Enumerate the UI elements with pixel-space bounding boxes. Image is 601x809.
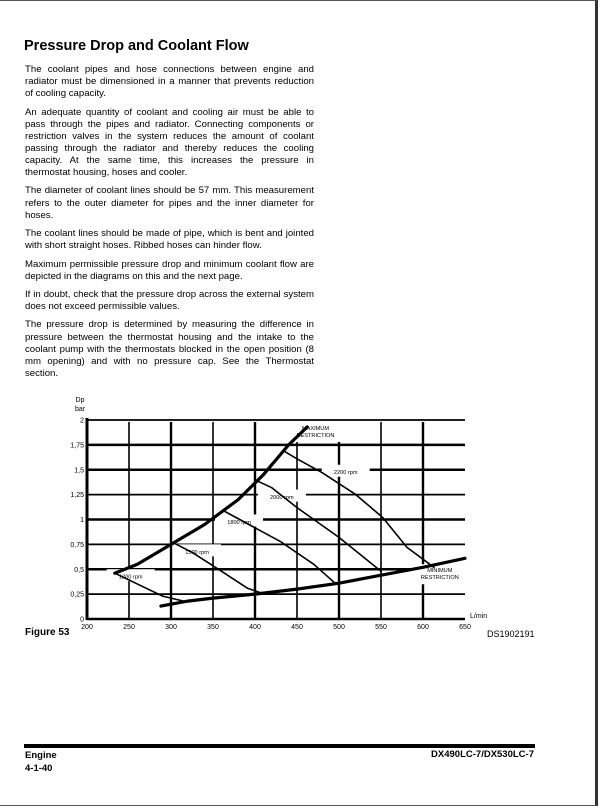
footer-model: DX490LC-7/DX530LC-7 [431, 749, 534, 760]
footer-section: Engine [25, 750, 57, 761]
y-tick-label: 0,5 [74, 566, 84, 574]
x-tick-label: 300 [165, 624, 177, 631]
footer-page-number: 4-1-40 [25, 763, 53, 774]
figure-code: DS1902191 [487, 629, 535, 639]
y-tick-label: 0,75 [70, 541, 84, 549]
y-axis-label: bar [74, 406, 86, 413]
x-tick-label: 350 [207, 624, 219, 631]
x-axis-label: L/min [470, 613, 488, 620]
rpm-label: 2000 rpm [270, 495, 294, 502]
paragraph: The coolant pipes and hose connections between engine and radiator must be dimensioned in a manner that prevents reduction of cooling capacity. [25, 64, 314, 100]
annotation-label: MINIMUM [427, 568, 453, 575]
y-tick-label: 0,25 [70, 591, 84, 599]
rpm-label: 2200 rpm [333, 470, 358, 477]
x-tick-label: 650 [459, 624, 471, 631]
paragraph: The coolant lines should be made of pipe, which is bent and jointed with short straight hoses. Ribbed hoses can hinder flow. [25, 228, 314, 252]
footer-divider [24, 744, 535, 748]
footer-left [25, 749, 57, 775]
x-tick-label: 400 [249, 624, 261, 631]
x-tick-label: 250 [123, 624, 135, 631]
rpm-label: 1800 rpm [227, 519, 251, 526]
paragraph: The pressure drop is determined by measuring the difference in pressure between the thermostat housing and the intake to the coolant pump with the thermostats blocked in the open position (8 mm opening) and with no pressure cap. See the Thermostat section. [25, 319, 314, 379]
body-text [25, 64, 314, 386]
paragraph: If in doubt, check that the pressure drop across the external system does not exceed permissible values. [25, 288, 314, 313]
y-tick-label: 2 [80, 417, 84, 425]
x-tick-label: 200 [81, 624, 93, 631]
y-axis-label: Dp [75, 397, 85, 404]
pressure-flow-chart [0, 390, 601, 650]
y-tick-label: 1,75 [70, 442, 84, 450]
rpm-label: 1200 rpm [118, 574, 143, 581]
page-title: Pressure Drop and Coolant Flow [24, 38, 249, 54]
x-tick-label: 550 [375, 624, 387, 631]
annotation-label: RESTRICTION [296, 432, 335, 439]
paragraph: Maximum permissible pressure drop and minimum coolant flow are depicted in the diagrams on this and the next page. [25, 258, 314, 282]
x-tick-label: 600 [417, 624, 429, 631]
paragraph: An adequate quantity of coolant and cooling air must be able to pass through the pipes and radiator. Connecting components or restriction valves in the system reduces the amount of coolant passing through the radiator and thereby reduces the cooling capacity. At the same time, this increases the pressure in thermostat housing, hoses and cooler. [25, 106, 314, 179]
y-tick-label: 1,5 [74, 467, 84, 475]
x-tick-label: 450 [291, 624, 303, 631]
y-tick-label: 1,25 [70, 492, 84, 500]
x-tick-label: 500 [333, 624, 345, 631]
rpm-label: 1500 rpm [185, 549, 209, 556]
annotation-label: RESTRICTION [420, 575, 459, 582]
figure-label: Figure 53 [25, 627, 70, 638]
y-tick-label: 0 [80, 616, 84, 624]
paragraph: The diameter of coolant lines should be 57 mm. This measurement refers to the outer diameter for pipes and the inner diameter for hoses. [25, 185, 314, 221]
annotation-label: MAXIMUM [301, 425, 330, 432]
y-tick-label: 1 [80, 517, 84, 524]
